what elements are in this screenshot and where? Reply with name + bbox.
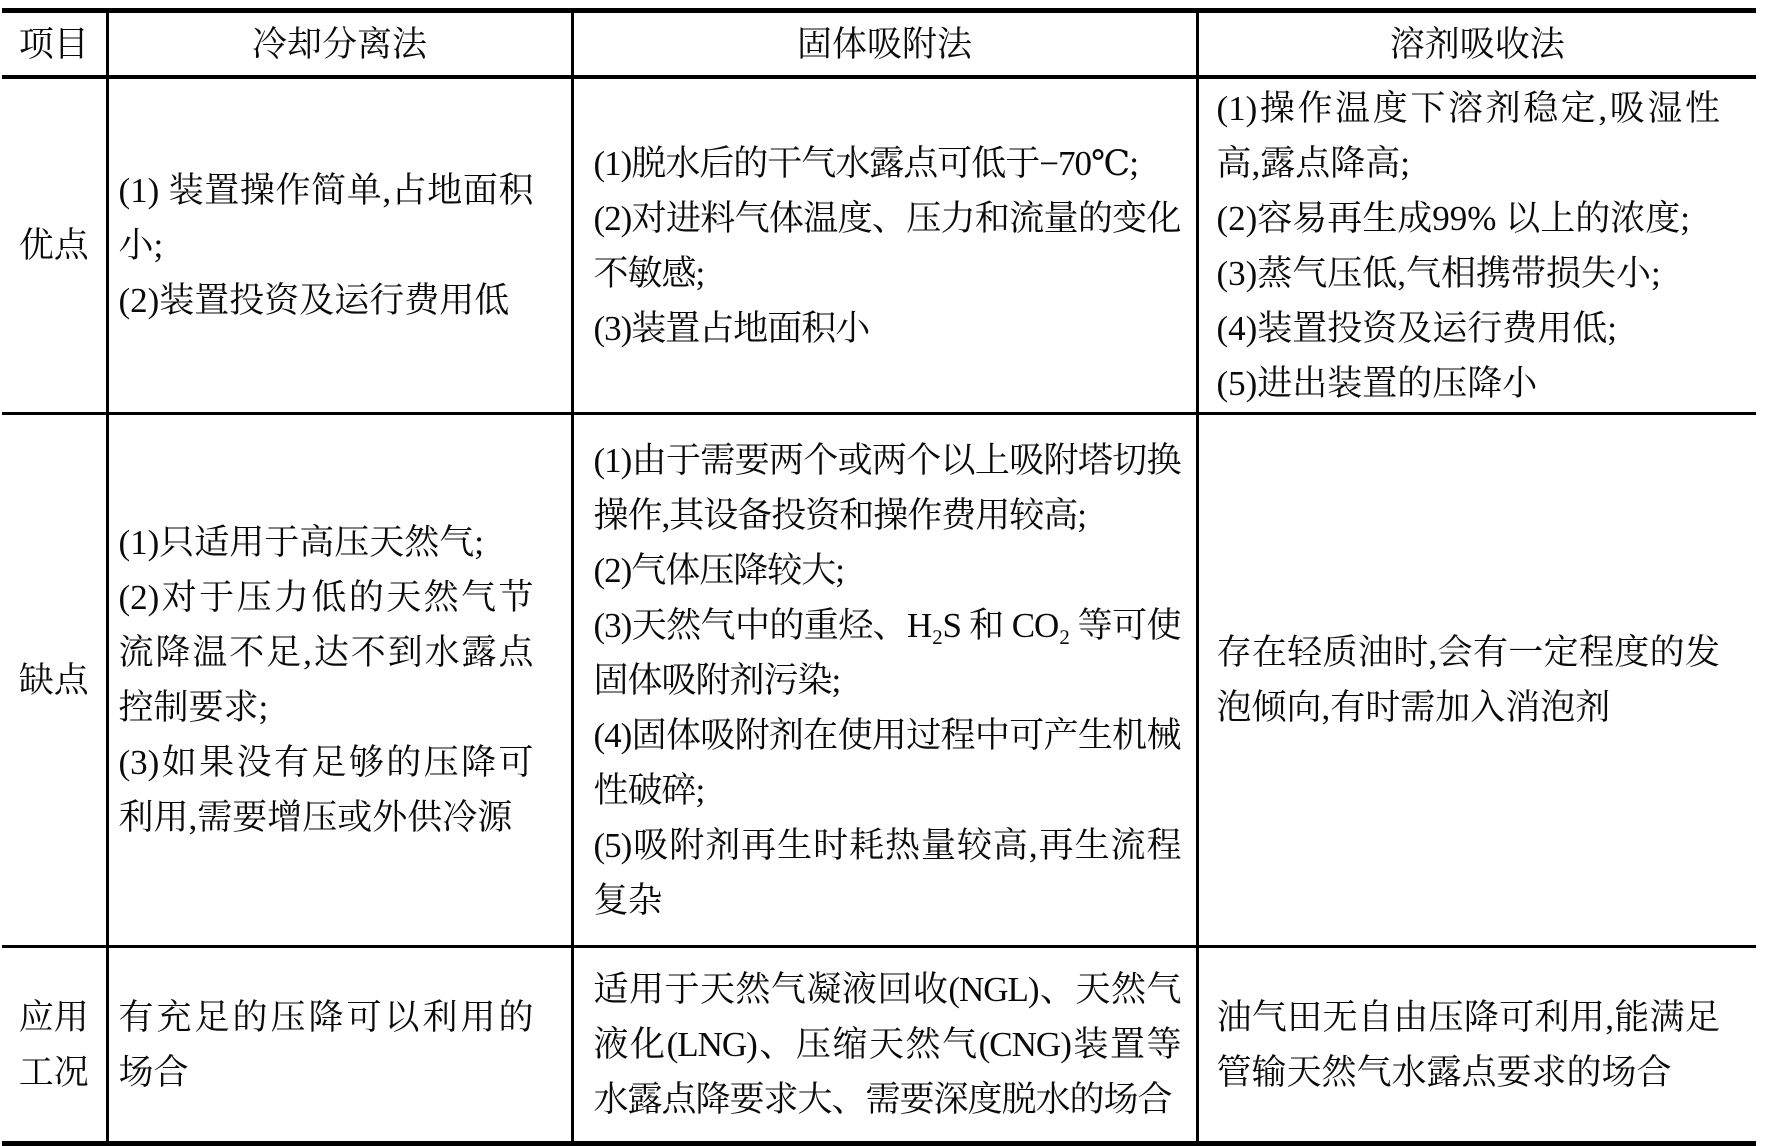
cell-item: (1)只适用于高压天然气; [118, 523, 485, 562]
dehydration-methods-comparison-table [2, 8, 1756, 1146]
cell-item: (2)对进料气体温度、压力和流量的变化不敏感; [593, 198, 1181, 293]
cell-item: (1)脱水后的干气水露点可低于−70℃; [593, 143, 1138, 183]
row-label-application-conditions: 应用工况 [18, 997, 89, 1092]
table-row-advantages [2, 77, 1756, 414]
table-header-row [2, 11, 1756, 78]
cell-item: (2)装置投资及运行费用低 [118, 281, 510, 320]
cell-item: (5)吸附剂再生时耗热量较高,再生流程复杂 [593, 825, 1181, 920]
row-label-advantages: 优点 [2, 77, 107, 414]
row-label-disadvantages: 缺点 [2, 414, 107, 947]
cell-item: (5)进出装置的压降小 [1216, 363, 1538, 403]
cell-advantages-cooling [107, 77, 572, 414]
cell-item: (3)如果没有足够的压降可利用,需要增压或外供冷源 [118, 743, 534, 837]
cell-item: (1)操作温度下溶剂稳定,吸湿性高,露点降高; [1216, 88, 1720, 183]
cell-item: 存在轻质油时,会有一定程度的发泡倾向,有时需加入消泡剂 [1216, 633, 1720, 727]
cell-item: (2)对于压力低的天然气节流降温不足,达不到水露点控制要求; [118, 578, 534, 727]
cell-application-cooling [107, 947, 572, 1144]
header-item-column: 项目 [2, 11, 107, 78]
cell-item: 有充足的压降可以利用的场合 [118, 997, 534, 1092]
cell-item: (2)容易再生成99% 以上的浓度; [1216, 198, 1690, 238]
cell-application-solid [572, 947, 1197, 1144]
cell-item: (4)固体吸附剂在使用过程中可产生机械性破碎; [593, 715, 1181, 810]
header-solid-adsorption: 固体吸附法 [572, 11, 1197, 78]
header-solvent-absorption: 溶剂吸收法 [1197, 11, 1756, 78]
cell-item: 适用于天然气凝液回收(NGL)、天然气液化(LNG)、压缩天然气(CNG)装置等水露点降要求大、需要深度脱水的场合 [593, 970, 1181, 1119]
cell-disadvantages-cooling [107, 414, 572, 947]
header-cooling-separation: 冷却分离法 [107, 11, 572, 78]
cell-item: (4)装置投资及运行费用低; [1216, 308, 1618, 348]
cell-disadvantages-solid [572, 414, 1197, 947]
table-row-application-conditions [2, 947, 1756, 1144]
cell-item: 油气田无自由压降可利用,能满足管输天然气水露点要求的场合 [1216, 997, 1720, 1092]
cell-disadvantages-solvent [1197, 414, 1756, 947]
cell-item: (1)由于需要两个或两个以上吸附塔切换操作,其设备投资和操作费用较高; [593, 440, 1181, 535]
cell-item: (3)装置占地面积小 [593, 308, 870, 348]
cell-item: (3)蒸气压低,气相携带损失小; [1216, 253, 1661, 293]
table-row-disadvantages [2, 414, 1756, 947]
cell-item: (3)天然气中的重烃、H₂S 和 CO₂ 等可使固体吸附剂污染; [593, 605, 1181, 700]
cell-advantages-solid [572, 77, 1197, 414]
cell-item: (2)气体压降较大; [593, 550, 845, 590]
cell-item: (1) 装置操作简单,占地面积小; [118, 171, 534, 265]
cell-application-solvent [1197, 947, 1756, 1144]
cell-advantages-solvent [1197, 77, 1756, 414]
